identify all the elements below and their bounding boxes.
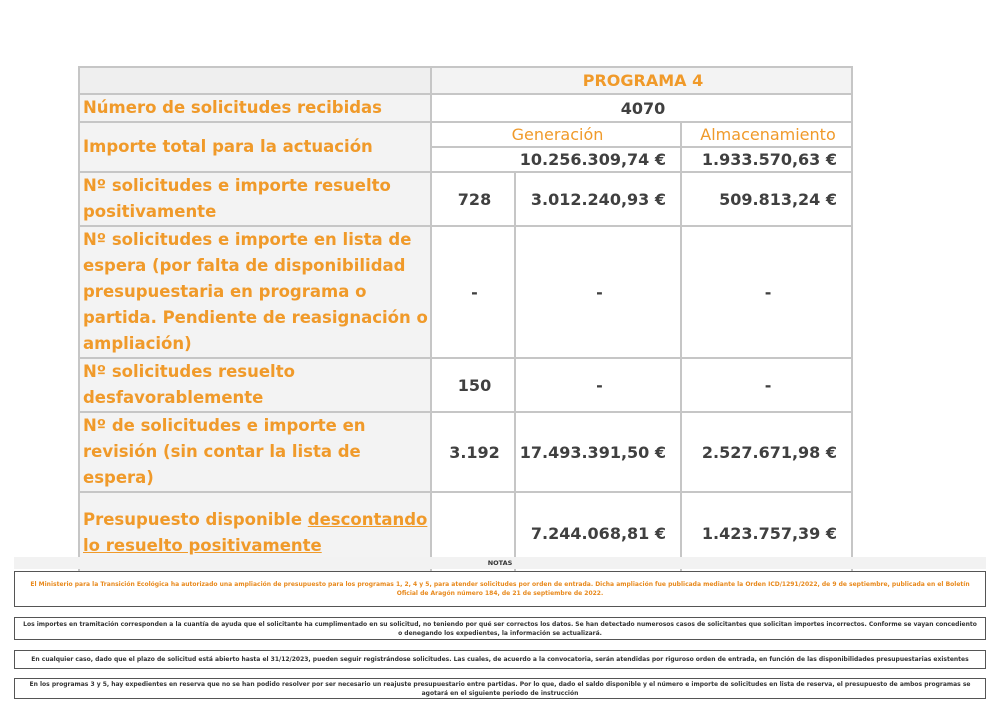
resolved-negative-alm: -: [681, 358, 852, 412]
note-budget-extension: [14, 571, 986, 607]
program-table: [78, 66, 853, 575]
resolved-negative-gen: -: [515, 358, 681, 412]
resolved-positive-count: 728: [431, 172, 515, 226]
available-gen: 7.244.068,81 €: [515, 492, 681, 574]
note-budget-extension-text: El Ministerio para la Transición Ecológica ha autorizado una ampliación de presupuesto para los programas 1, 2, 4 y 5, para atender solicitudes por orden de entrada. Dicha ampliación fue publicada mediante la Orden ICD/1291/2022, de 9 de septiembre, publicada en el Boletín Oficial de Aragón número 184, de 21 de septiembre de 2022.: [30, 581, 970, 597]
col-header-almacenamiento: Almacenamiento: [681, 122, 852, 147]
note-reserve: [14, 678, 986, 699]
waiting-list-gen: -: [515, 226, 681, 358]
total-alm-amount: 1.933.570,63 €: [681, 147, 852, 172]
received-value: 4070: [431, 94, 852, 122]
in-review-count: 3.192: [431, 412, 515, 492]
note-amounts-text: Los importes en tramitación corresponden a la cuantía de ayuda que el solicitante ha cumplimentado en su solicitud, no teniendo por qué ser correctos los datos. Se han detectado numerosos casos de solicitantes que solicitan importes incorrectos. Conforme se vayan concediento o denegando los expedientes, la información se actualizará.: [23, 620, 977, 637]
received-label: Número de solicitudes recibidas: [79, 94, 431, 122]
available-label-underlined: descontando lo resuelto positivamente: [83, 510, 428, 555]
total-gen-amount: 10.256.309,74 €: [431, 147, 681, 172]
in-review-label: Nº de solicitudes e importe en revisión (sin contar la lista de espera): [79, 412, 431, 492]
resolved-positive-alm: 509.813,24 €: [681, 172, 852, 226]
total-label: Importe total para la actuación: [79, 122, 431, 172]
col-header-generacion: Generación: [431, 122, 681, 147]
available-label-plain: Presupuesto disponible: [83, 510, 308, 529]
in-review-gen: 17.493.391,50 €: [515, 412, 681, 492]
in-review-alm: 2.527.671,98 €: [681, 412, 852, 492]
header-empty-cell: [79, 67, 431, 94]
waiting-list-count: -: [431, 226, 515, 358]
program-title: PROGRAMA 4: [431, 67, 852, 94]
resolved-positive-label: Nº solicitudes e importe resuelto positivamente: [79, 172, 431, 226]
notes-title: NOTAS: [14, 557, 986, 569]
note-deadline: [14, 650, 986, 669]
note-amounts: [14, 617, 986, 640]
waiting-list-alm: -: [681, 226, 852, 358]
waiting-list-label: Nº solicitudes e importe en lista de espera (por falta de disponibilidad presupuestaria en programa o partida. Pendiente de reasignación o ampliación): [79, 226, 431, 358]
note-deadline-text: En cualquier caso, dado que el plazo de solicitud está abierto hasta el 31/12/2023, pueden seguir registrándose solicitudes. Las cuales, de acuerdo a la convocatoria, serán atendidas por riguroso orden de entrada, en función de las disponibilidades presupuestarias existentes: [31, 656, 969, 663]
resolved-negative-count: 150: [431, 358, 515, 412]
resolved-negative-label: Nº solicitudes resuelto desfavorablemente: [79, 358, 431, 412]
note-reserve-text: En los programas 3 y 5, hay expedientes en reserva que no se han podido resolver por ser necesario un reajuste presupuestario entre partidas. Por lo que, dado el saldo disponible y el número e importe de solicitudes en lista de reserva, el presupuesto de ambos programas se agotará en el siguiente periodo de instrucción: [29, 680, 971, 697]
available-alm: 1.423.757,39 €: [681, 492, 852, 574]
resolved-positive-gen: 3.012.240,93 €: [515, 172, 681, 226]
